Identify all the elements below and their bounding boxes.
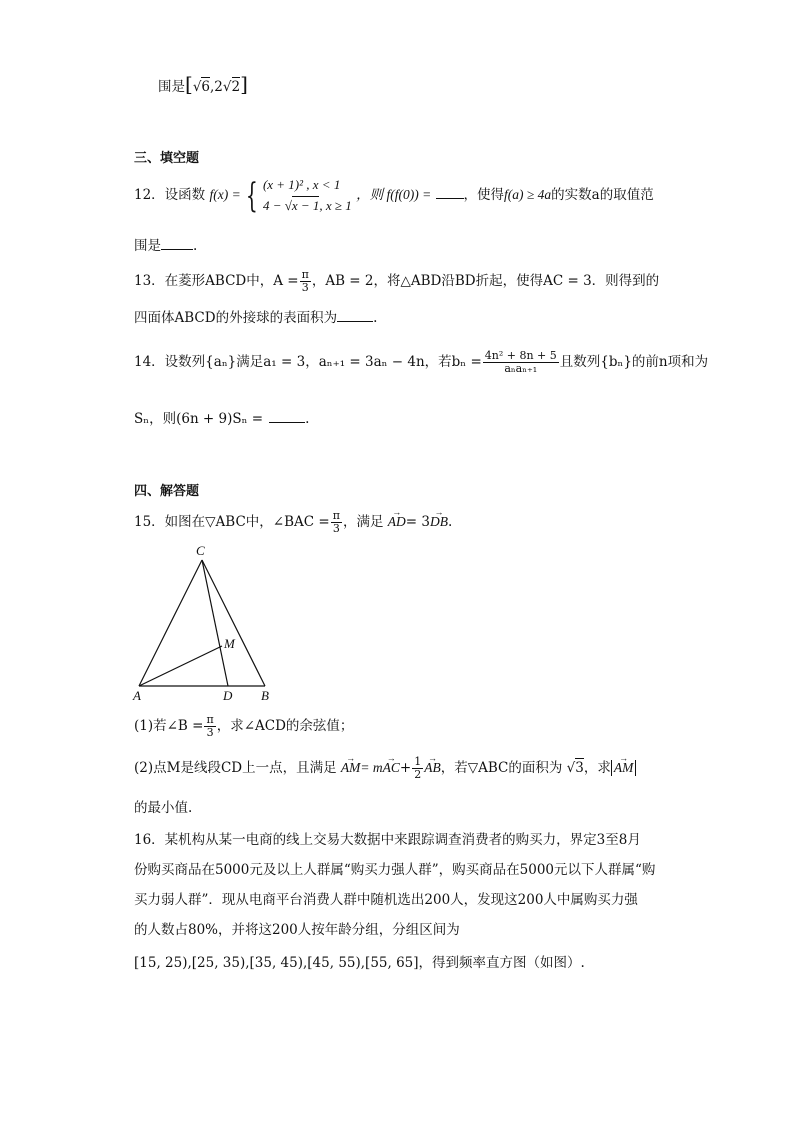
question-15-part2-line2: 的最小值.	[134, 800, 193, 816]
question-12-line1: 12．设函数 f(x) = { (x + 1)² , x < 1 4 − √x − 1, x ≥ 1 ，则 f(f(0)) = ，使得f(a) ≥ 4a的实数a的取值范	[134, 172, 654, 219]
piecewise-cases: (x + 1)² , x < 1 4 − √x − 1, x ≥ 1	[262, 177, 352, 213]
segment-am	[139, 646, 222, 686]
question-13-line2: 四面体ABCD的外接球的表面积为 .	[134, 310, 378, 326]
question-12-line2: 围是 .	[134, 238, 198, 254]
question-15-part1: (1)若∠B = $\frac{\pi}{3}$ ，求∠ACD的余弦值；	[134, 713, 354, 739]
question-16-line4: 的人数占80%，并将这200人按年龄分组，分组区间为	[134, 922, 460, 938]
side-ac	[139, 560, 202, 686]
section-fill-in-heading: 三、填空题	[134, 151, 200, 166]
piecewise-brace: {	[245, 175, 258, 216]
question-16-line3: 买力弱人群”．现从电商平台消费人群中随机选出200人，发现这200人中属购买力强	[134, 892, 638, 908]
answer-blank-12a	[436, 197, 464, 199]
question-13-line1: 13．在菱形ABCD中，A = $\frac{\pi}{3}$ ，AB = 2，将△ABD沿BD折起，使得AC = 3．则得到的	[134, 268, 660, 294]
answer-blank-12b	[161, 248, 193, 250]
label-d: D	[223, 688, 233, 703]
label-c: C	[196, 543, 205, 558]
triangle-figure	[130, 540, 290, 705]
label-m: M	[224, 636, 235, 651]
question-16-line1: 16．某机构从某一电商的线上交易大数据中来跟踪调查消费者的购买力，界定3至8月	[134, 832, 641, 848]
question-16-line5: [15, 25),[25, 35),[35, 45),[45, 55),[55, 65]，得到频率直方图（如图）.	[134, 955, 585, 971]
answer-blank-14	[269, 421, 305, 423]
question-15-line1: 15．如图在▽ABC中，∠BAC = $\frac{\pi}{3}$ ，满足 → AD= 3→ DB.	[134, 506, 452, 538]
answer-blank-13	[337, 320, 373, 322]
q11-answer-range: 围是[√6,2√2]	[158, 72, 248, 96]
question-14-line2: Sₙ，则(6n + 9)Sₙ = .	[134, 411, 310, 427]
question-14-line1: 14．设数列{aₙ}满足a₁ = 3，aₙ₊₁ = 3aₙ − 4n，若bₙ = $\frac{\text{4n² + 8n + 5}}{\text{aₙaₙ₊₁}}$ 且数列{bₙ}的前n项和为	[134, 349, 709, 375]
question-15-part2: (2)点M是线段CD上一点，且满足 → AM= m→ AC+ $\frac{1}{2}$ → AB，若▽ABC的面积为 √3，求→ AM	[134, 752, 636, 784]
label-b: B	[261, 688, 269, 703]
question-16-line2: 份购买商品在5000元及以上人群属“购买力强人群”，购买商品在5000元以下人群属“购	[134, 862, 656, 878]
segment-cd	[202, 560, 228, 686]
side-cb	[202, 560, 265, 686]
section-solve-heading: 四、解答题	[134, 484, 200, 499]
label-a: A	[133, 688, 141, 703]
